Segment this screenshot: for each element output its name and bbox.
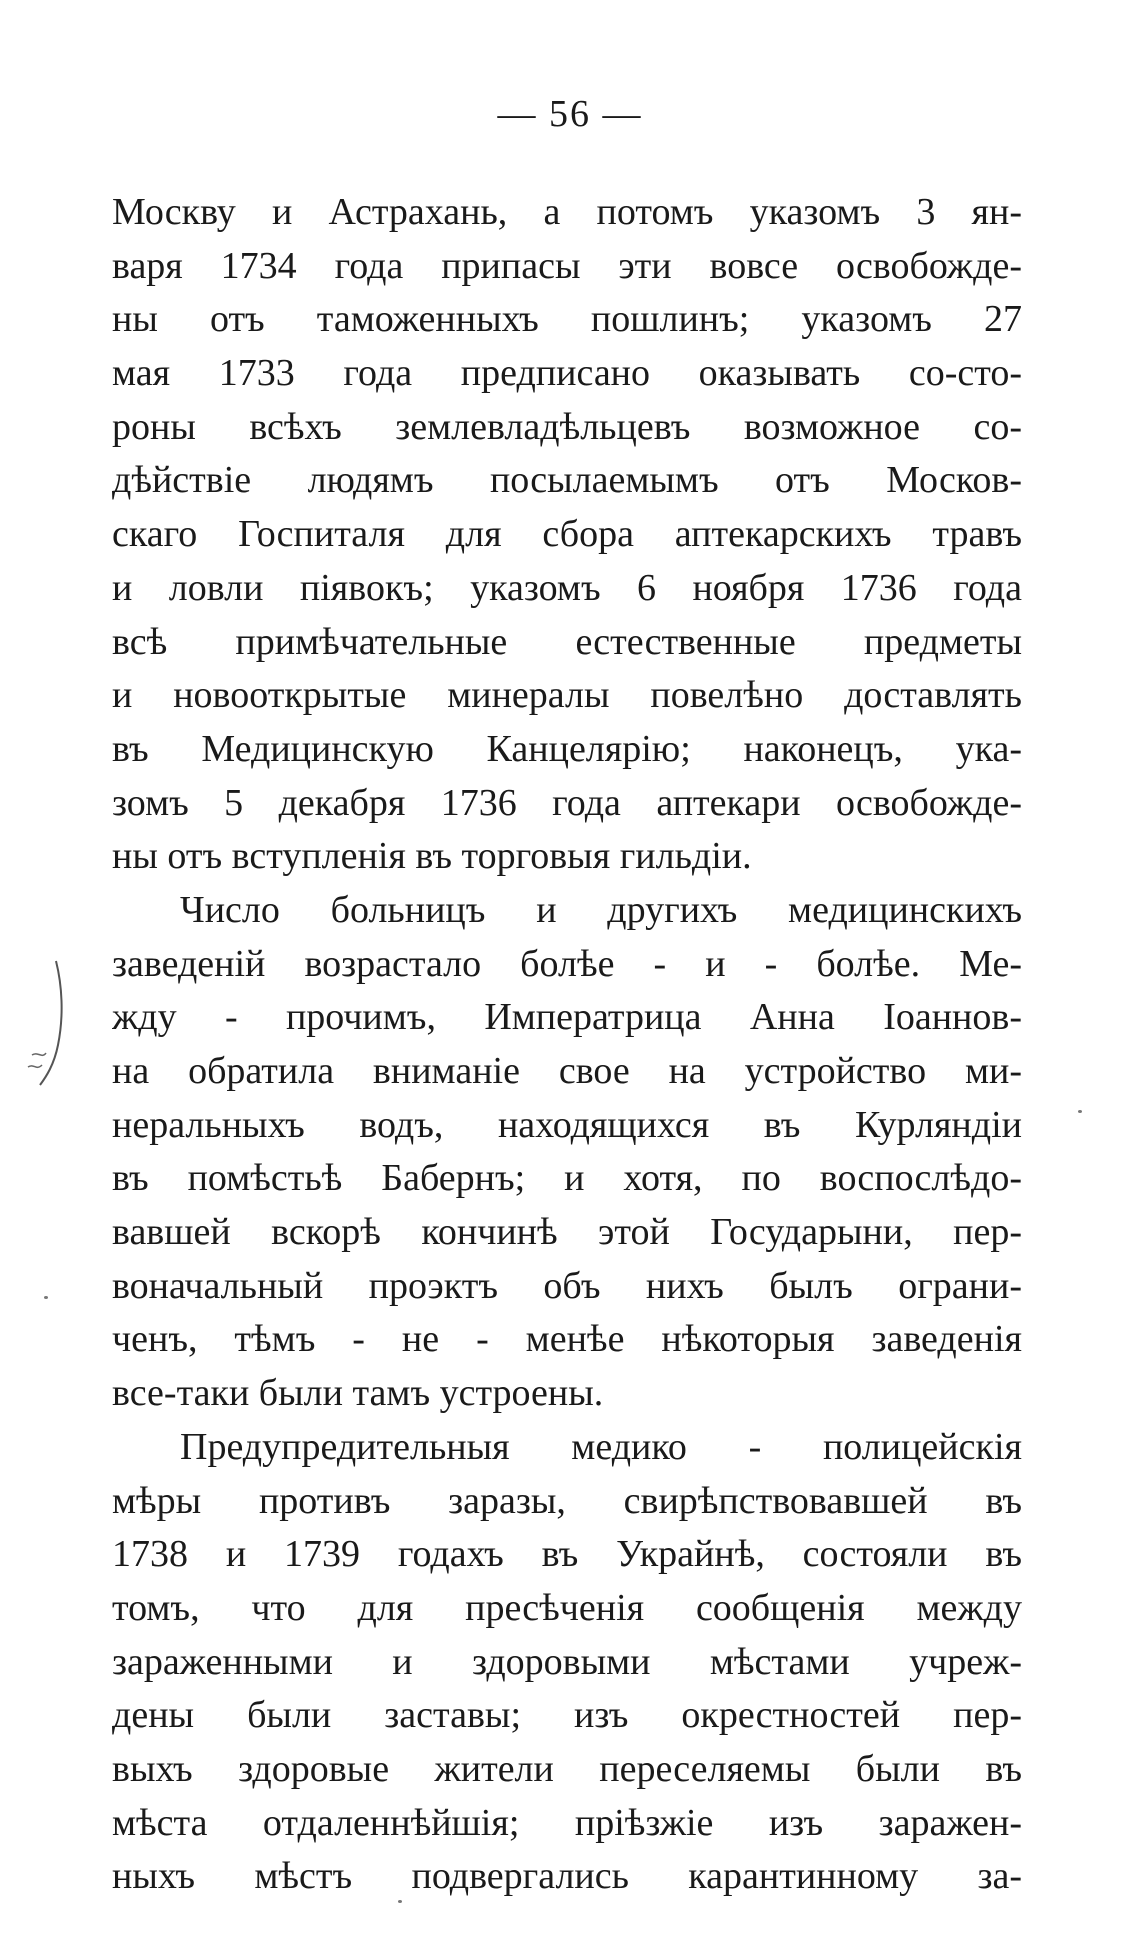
text-line: ны отъ таможенныхъ пошлинъ; указомъ 27 xyxy=(112,298,1022,341)
text-line: воначальный проэктъ объ нихъ былъ ограни- xyxy=(112,1264,1022,1307)
text-line: дены были заставы; изъ окрестностей пер- xyxy=(112,1694,1022,1737)
text-line: Число больницъ и другихъ медицинскихъ xyxy=(180,888,1022,931)
text-line: Москву и Астрахань, а потомъ указомъ 3 ян- xyxy=(112,191,1022,233)
text-line: и новооткрытые минералы повелѣно доставлять xyxy=(112,674,1022,717)
text-line: заведеній возрастало болѣе - и - болѣе. Ме- xyxy=(112,942,1022,985)
text-line: мѣста отдаленнѣйшія; пріѣзжіе изъ заражен- xyxy=(112,1801,1022,1844)
text-line: дѣйствіе людямъ посылаемымъ отъ Москов- xyxy=(112,459,1022,502)
paragraph xyxy=(112,186,1022,884)
body-text xyxy=(112,186,1022,1904)
text-line: выхъ здоровые жители переселяемы были въ xyxy=(112,1747,1022,1790)
text-line: зомъ 5 декабря 1736 года аптекари освобожде- xyxy=(112,781,1022,824)
text-line: Предупредительныя медико - полицейскія xyxy=(180,1425,1022,1468)
text-line: скаго Госпиталя для сбора аптекарскихъ травъ xyxy=(112,513,1022,556)
paragraph xyxy=(112,1421,1022,1904)
paper-speck xyxy=(398,1900,402,1903)
text-line: въ помѣстьѣ Бабернъ; и хотя, по воспослѣдо- xyxy=(112,1157,1022,1200)
text-line: въ Медицинскую Канцелярію; наконецъ, ука- xyxy=(112,727,1022,770)
paragraph xyxy=(112,884,1022,1421)
text-line: ченъ, тѣмъ - не - менѣе нѣкоторыя заведенія xyxy=(112,1318,1022,1361)
text-line: 1738 и 1739 годахъ въ Украйнѣ, состояли въ xyxy=(112,1533,1022,1576)
paper-speck xyxy=(1078,1110,1082,1113)
text-line: зараженными и здоровыми мѣстами учреж- xyxy=(112,1640,1022,1683)
text-line: все-таки были тамъ устроены. xyxy=(112,1372,604,1415)
paper-speck xyxy=(44,1296,48,1299)
text-line: жду - прочимъ, Императрица Анна Іоаннов- xyxy=(112,996,1022,1039)
text-line: мѣры противъ заразы, свирѣпствовавшей въ xyxy=(112,1479,1022,1522)
text-line: роны всѣхъ землевладѣльцевъ возможное со- xyxy=(112,405,1022,448)
text-line: варя 1734 года припасы эти вовсе освобожде- xyxy=(112,244,1022,287)
text-line: томъ, что для пресѣченія сообщенія между xyxy=(112,1586,1022,1629)
text-line: ныхъ мѣстъ подвергались карантинному за- xyxy=(112,1855,1022,1898)
handwritten-margin-mark xyxy=(24,955,74,1095)
text-line: мая 1733 года предписано оказывать со-сто- xyxy=(112,352,1022,395)
text-line: вавшей вскорѣ кончинѣ этой Государыни, пер- xyxy=(112,1211,1022,1254)
text-line: ны отъ вступленія въ торговыя гильдіи. xyxy=(112,835,752,878)
text-line: и ловли піявокъ; указомъ 6 ноября 1736 года xyxy=(112,566,1022,609)
text-line: на обратила вниманіе свое на устройство ми- xyxy=(112,1050,1022,1092)
text-line: неральныхъ водъ, находящихся въ Курляндіи xyxy=(112,1103,1022,1146)
page-number: — 56 — xyxy=(497,93,643,135)
text-line: всѣ примѣчательные естественные предметы xyxy=(112,620,1022,663)
